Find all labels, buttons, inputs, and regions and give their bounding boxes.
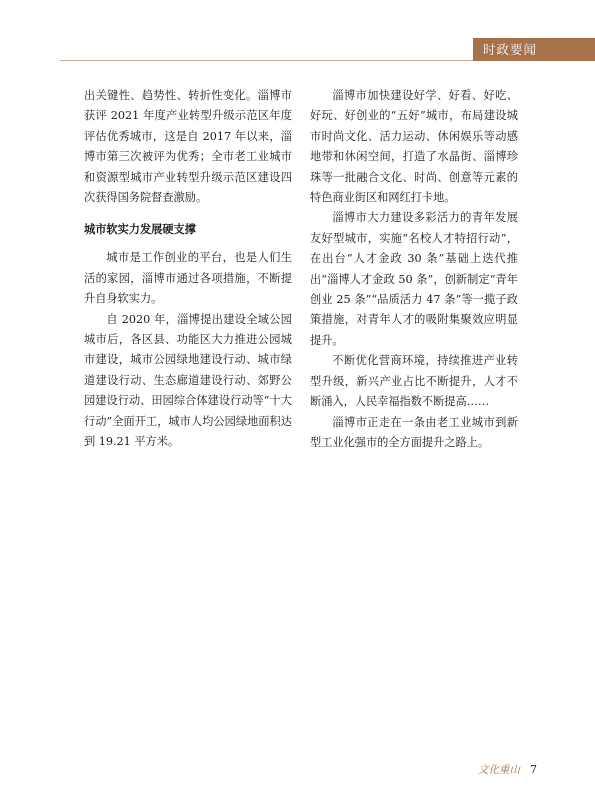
magazine-logo: 文化重山: [478, 764, 520, 776]
paragraph: 城市是工作创业的平台，也是人们生活的家园，淄博市通过各项措施，不断提升自身软实力。: [84, 251, 292, 306]
page-footer: [478, 762, 537, 777]
section-heading: 城市软实力发展硬支撑: [84, 223, 196, 237]
section-tag: 时政要闻: [473, 38, 595, 61]
left-column: [84, 86, 292, 453]
paragraph: 淄博市正走在一条由老工业城市到新型工业化强市的全方面提升之路上。: [310, 415, 518, 449]
paragraph: 不断优化营商环境，持续推进产业转型升级，新兴产业占比不断提升，人才不断涌入，人民幸福指数不断提高……: [310, 354, 518, 409]
right-column: [310, 86, 518, 453]
paragraph: 淄博市加快建设好学、好看、好吃、好玩、好创业的“五好”城市，布局建设城市时尚文化、活力运动、休闲娱乐等动感地带和休闲空间，打造了水晶街、淄博珍珠等一批融合文化、时尚、创意等元素的特色商业街区和网红打卡地。: [310, 89, 518, 205]
page-number: 7: [530, 763, 537, 776]
paragraph-continued: 出关键性、趋势性、转折性变化。淄博市获评 2021 年度产业转型升级示范区年度评估优秀城市，这是自 2017 年以来，淄博市第三次被评为优秀；全市老工业城市和资源型城市产业转型升级示范区建设四次获得国务院督查激励。: [84, 89, 292, 205]
paragraph: 自 2020 年，淄博提出建设全域公园城市后，各区县、功能区大力推进公园城市建设，城市公园绿地建设行动、城市绿道建设行动、生态廊道建设行动、郊野公园建设行动、田园综合体建设行动等“十大行动”全面开工，城市人均公园绿地面积达到 19.21 平方米。: [84, 312, 292, 449]
paragraph: 淄博市大力建设多彩活力的青年发展友好型城市，实施“名校人才特招行动”，在出台“人才金政 30 条”基础上迭代推出“淄博人才金政 50 条”，创新制定“青年创业 25 条”“品质活力 47 条”等一揽子政策措施，对青年人才的吸附集聚效应明显提升。: [310, 211, 518, 347]
header-rule: [60, 60, 473, 61]
